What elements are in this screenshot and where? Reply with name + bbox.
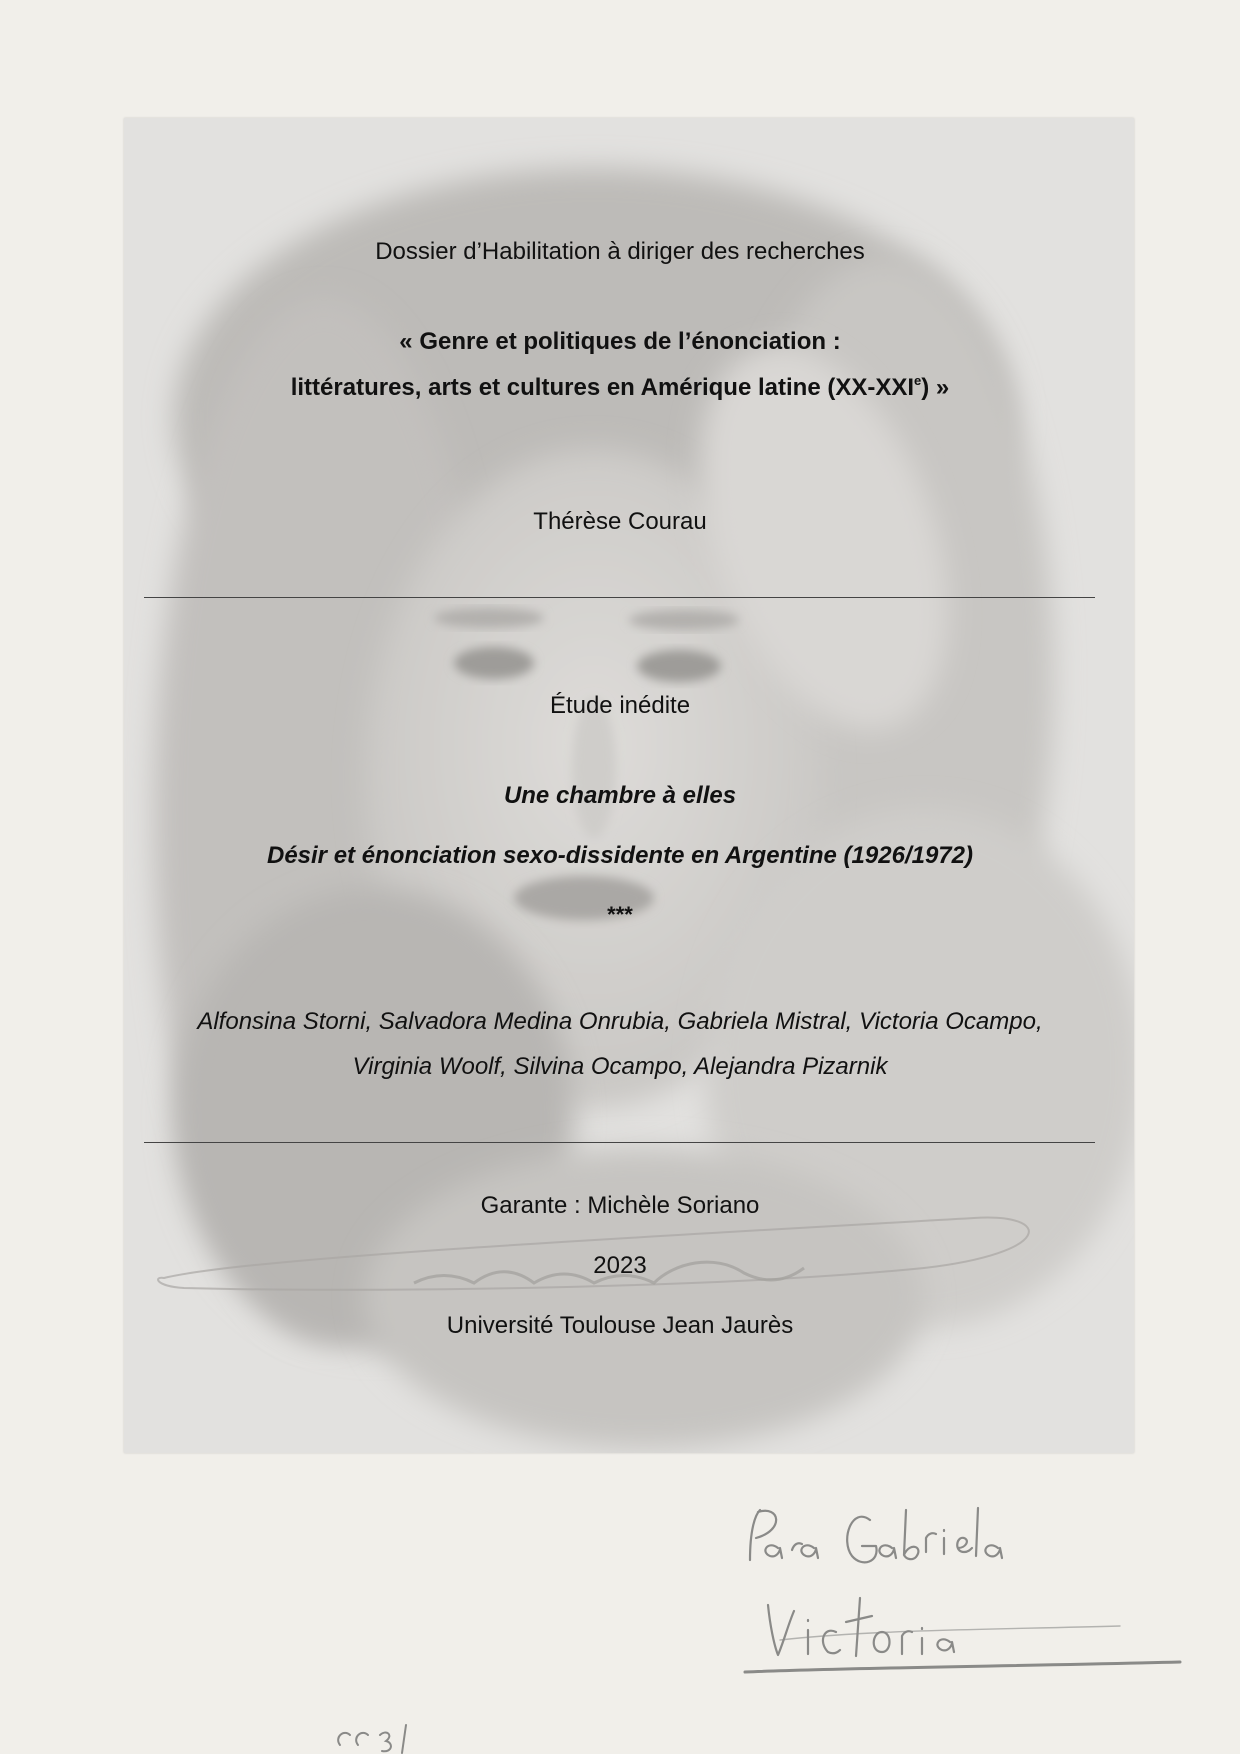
year: 2023: [593, 1252, 647, 1279]
main-title-line-2-text: littératures, arts et cultures en Amérique latine (XX-XXI: [290, 374, 915, 401]
garante-line: Garante : Michèle Soriano: [480, 1192, 760, 1219]
authors-list-line-1: Alfonsina Storni, Salvadora Medina Onrubia, Gabriela Mistral, Victoria Ocampo,: [197, 1008, 1043, 1035]
etude-subtitle: Désir et énonciation sexo-dissidente en Argentine (1926/1972): [266, 842, 973, 869]
dossier-line: Dossier d’Habilitation à diriger des recherches: [375, 238, 865, 265]
pencil-corner-mark: [330, 1715, 460, 1754]
handwritten-dedication: [720, 1490, 1200, 1690]
top-divider: [144, 597, 1095, 598]
authors-list-line-2: Virginia Woolf, Silvina Ocampo, Alejandra Pizarnik: [352, 1053, 888, 1080]
author-name: Thérèse Courau: [533, 508, 707, 535]
etude-title: Une chambre à elles: [503, 782, 737, 809]
main-title-line-2: [0, 373, 1240, 402]
main-title-line-1: « Genre et politiques de l’énonciation :: [399, 328, 841, 355]
bottom-divider: [144, 1142, 1095, 1143]
main-title-line-2-end: ) »: [921, 374, 950, 401]
asterisk-separator: ***: [607, 902, 633, 927]
century-superscript: e: [914, 373, 922, 388]
etude-label: Étude inédite: [549, 692, 691, 719]
university-name: Université Toulouse Jean Jaurès: [446, 1312, 794, 1339]
